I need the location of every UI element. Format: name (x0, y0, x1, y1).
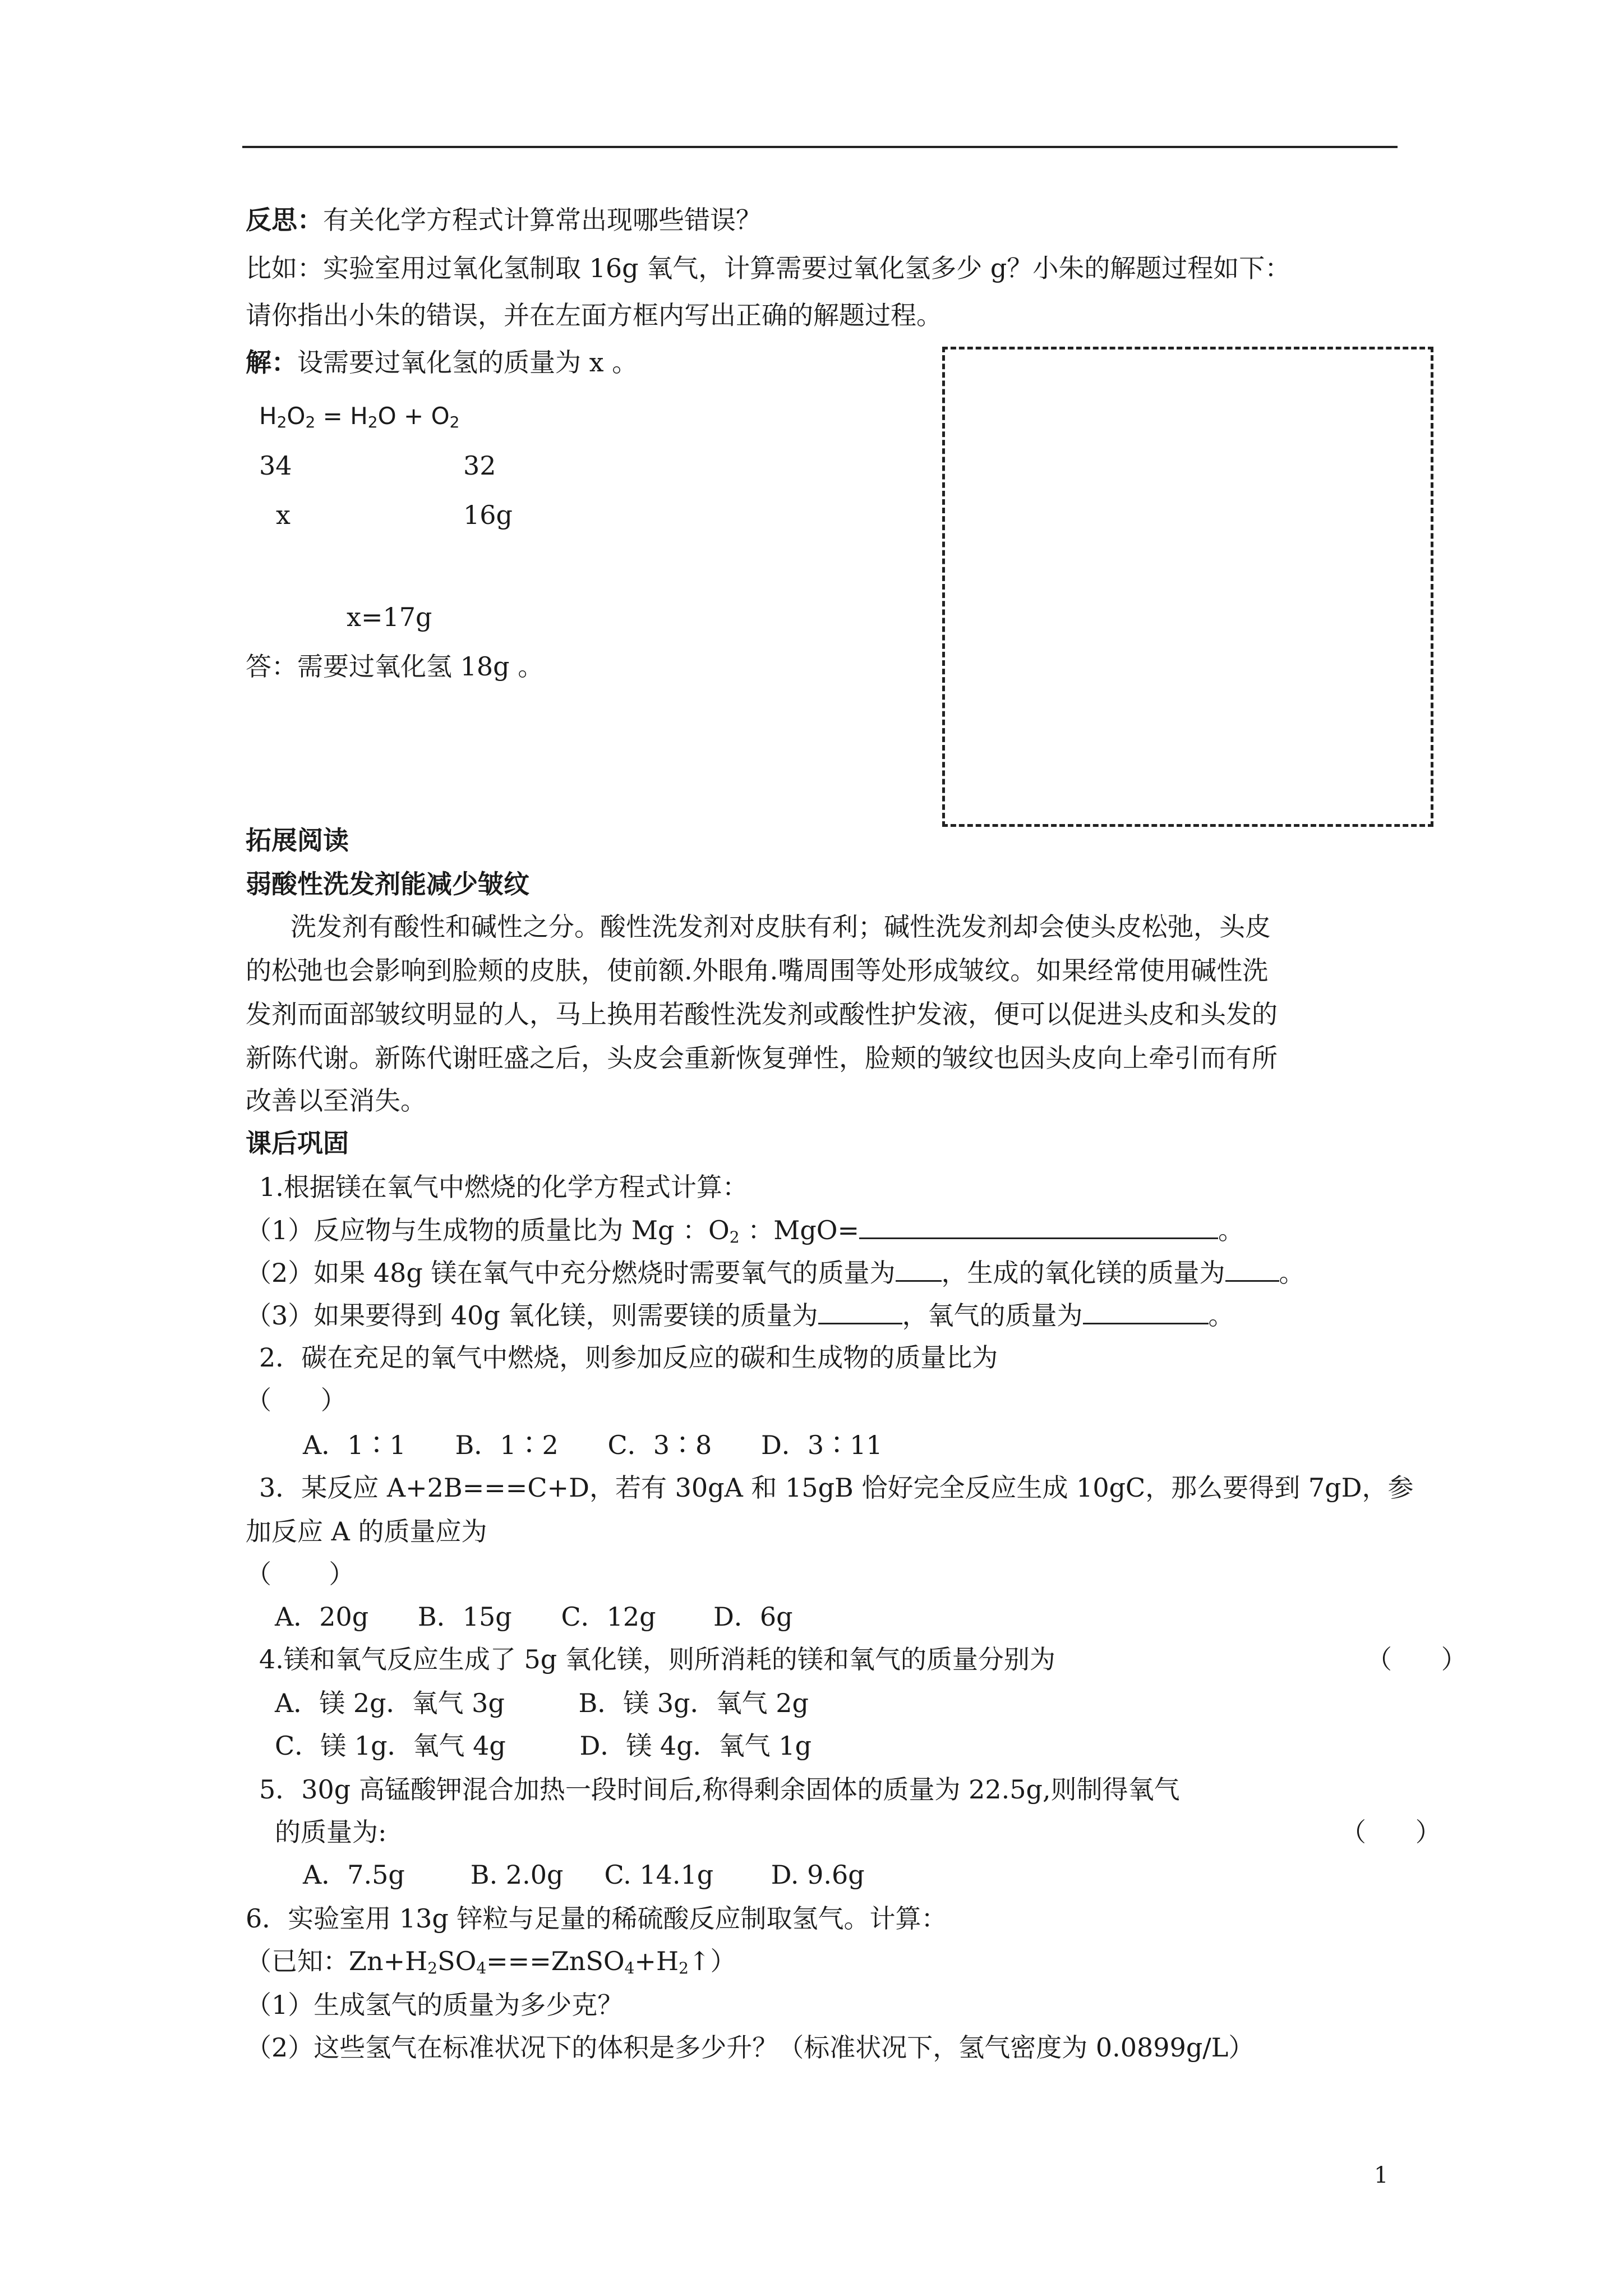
question-2-options: A．1∶1 B．1∶2 C．3∶8 D．3∶11 (303, 1430, 883, 1460)
example-line-2: 请你指出小朱的错误，并在左面方框内写出正确的解题过程。 (246, 300, 942, 330)
value-row-right: 16g (463, 500, 513, 530)
question-1-part-2: （2）如果 48g 镁在氧气中充分燃烧时需要氧气的质量为 ，生成的氧化镁的质量为 。 (246, 1255, 1305, 1290)
question-6-part-1: （1）生成氢气的质量为多少克？ (246, 1990, 624, 2020)
question-1: 1.根据镁在氧气中燃烧的化学方程式计算： (259, 1172, 748, 1202)
question-3-line-2: 加反应 A 的质量应为 (246, 1516, 487, 1547)
question-5-line-1: 5．30g 高锰酸钾混合加热一段时间后,称得剩余固体的质量为 22.5g,则制得氧气 (259, 1774, 1180, 1805)
question-2: 2．碳在充足的氧气中燃烧，则参加反应的碳和生成物的质量比为 (259, 1342, 998, 1373)
reflection-heading: 反思： (246, 205, 323, 235)
reading-paragraph-line: 改善以至消失。 (246, 1085, 426, 1116)
question-1-part-3: （3）如果要得到 40g 氧化镁，则需要镁的质量为 ，氧气的质量为 。 (246, 1298, 1234, 1332)
mass-row-left: 34 (259, 450, 292, 481)
question-6-part-2: （2）这些氢气在标准状况下的体积是多少升？（标准状况下，氢气密度为 0.0899g/L） (246, 2032, 1255, 2063)
solution-setup: 设需要过氧化氢的质量为 x 。 (297, 347, 638, 378)
question-3-line-1: 3．某反应 A+2B===C+D，若有 30gA 和 15gB 恰好完全反应生成 10gC，那么要得到 7gD，参 (259, 1473, 1414, 1503)
question-4: 4.镁和氧气反应生成了 5g 氧化镁，则所消耗的镁和氧气的质量分别为 (259, 1644, 1055, 1674)
question-6-known: （已知：$Zn+H_2SO_4===ZnSO_4+H_2↑$） (246, 1946, 736, 1977)
question-5-paren: （ ） (1340, 1817, 1441, 1847)
answer-blank[interactable] (1225, 1255, 1279, 1282)
question-3-paren: （ ） (246, 1559, 355, 1589)
solution-line (246, 346, 638, 379)
question-1-part-1: （1）反应物与生成物的质量比为 Mg ：$O_2$ ：MgO= 。 (246, 1213, 1244, 1254)
reading-heading: 拓展阅读 (246, 825, 349, 855)
reading-title: 弱酸性洗发剂能减少皱纹 (246, 869, 529, 899)
question-6: 6．实验室用 13g 锌粒与足量的稀硫酸反应制取氢气。计算： (246, 1903, 947, 1934)
value-row-left: x (276, 500, 291, 530)
mass-row-right: 32 (463, 450, 496, 481)
answer-line: 答：需要过氧化氢 18g 。 (246, 651, 544, 682)
question-5-options: A．7.5g B. 2.0g C. 14.1g D. 9.6g (303, 1860, 865, 1890)
question-3-options: A．20g B．15g C．12g D．6g (275, 1602, 793, 1632)
solution-label: 解： (246, 347, 297, 378)
result-line: x=17g (347, 602, 432, 632)
reflection-line (246, 203, 762, 237)
answer-blank[interactable] (818, 1298, 902, 1324)
question-5-line-2: 的质量为: (275, 1817, 387, 1847)
question-4-options-cd: C．镁 1g．氧气 4g D．镁 4g．氧气 1g (275, 1731, 812, 1761)
answer-blank[interactable] (1083, 1298, 1209, 1324)
example-line-1: 比如：实验室用过氧化氢制取 16g 氧气，计算需要过氧化氢多少 g？小朱的解题过程如下： (246, 253, 1291, 283)
equation-line: $H_2O_2 = H_2O + O_2$ (259, 402, 460, 431)
header-rule (242, 146, 1398, 148)
reading-paragraph-line: 洗发剂有酸性和碱性之分。酸性洗发剂对皮肤有利；碱性洗发剂却会使头皮松弛，头皮 (291, 912, 1271, 942)
question-2-paren: （ ） (246, 1385, 347, 1415)
practice-heading: 课后巩固 (246, 1128, 349, 1158)
question-4-options-ab: A．镁 2g．氧气 3g B．镁 3g．氧气 2g (275, 1688, 809, 1718)
answer-blank[interactable] (896, 1255, 942, 1282)
answer-dashed-box (942, 347, 1433, 827)
question-4-paren: （ ） (1366, 1644, 1467, 1674)
reading-paragraph-line: 新陈代谢。新陈代谢旺盛之后，头皮会重新恢复弹性，脸颊的皱纹也因头皮向上牵引而有所 (246, 1043, 1278, 1073)
page-number: 1 (1374, 2162, 1389, 2188)
answer-blank[interactable] (859, 1213, 1218, 1239)
reading-paragraph-line: 发剂而面部皱纹明显的人，马上换用若酸性洗发剂或酸性护发液，便可以促进头皮和头发的 (246, 999, 1278, 1029)
reading-paragraph-line: 的松弛也会影响到脸颊的皮肤，使前额.外眼角.嘴周围等处形成皱纹。如果经常使用碱性洗 (246, 955, 1269, 986)
reflection-question: 有关化学方程式计算常出现哪些错误？ (323, 205, 762, 235)
